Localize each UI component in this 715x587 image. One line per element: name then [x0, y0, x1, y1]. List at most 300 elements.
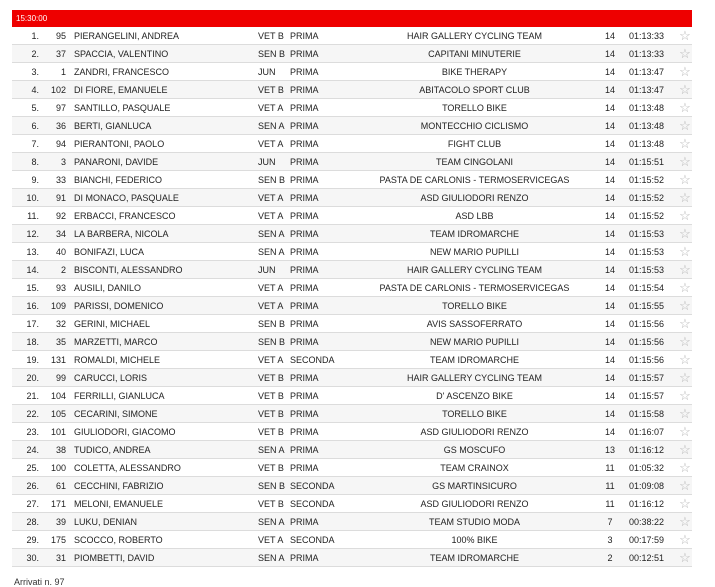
bib-number: 175 — [50, 535, 66, 545]
rider-name: ERBACCI, FRANCESCO — [74, 211, 176, 221]
bib-number: 105 — [50, 409, 66, 419]
table-row — [12, 441, 692, 459]
class: PRIMA — [290, 67, 319, 77]
rider-name: CARUCCI, LORIS — [74, 373, 148, 383]
favorite-star-icon[interactable]: ☆ — [679, 334, 691, 349]
favorite-star-icon[interactable]: ☆ — [679, 460, 691, 475]
class: PRIMA — [290, 553, 319, 563]
finish-time: 01:13:47 — [629, 67, 665, 77]
category: JUN — [258, 157, 276, 167]
category: VET A — [258, 103, 284, 113]
laps: 11 — [605, 463, 615, 473]
results-panel — [12, 10, 692, 567]
bib-number: 91 — [55, 193, 66, 203]
table-row — [12, 189, 692, 207]
table-row — [12, 405, 692, 423]
finish-time: 01:16:12 — [629, 445, 665, 455]
laps: 14 — [604, 139, 615, 149]
bib-number: 36 — [55, 121, 66, 131]
position: 5. — [31, 103, 39, 113]
class: PRIMA — [290, 319, 319, 329]
class: PRIMA — [290, 175, 319, 185]
position: 19. — [26, 355, 39, 365]
laps: 14 — [604, 229, 615, 239]
table-row — [12, 369, 692, 387]
team-name: FIGHT CLUB — [447, 139, 502, 149]
laps: 11 — [605, 499, 615, 509]
laps: 14 — [604, 355, 615, 365]
table-row — [12, 279, 692, 297]
table-row — [12, 333, 692, 351]
class: PRIMA — [290, 193, 319, 203]
bib-number: 95 — [55, 31, 66, 41]
team-name: MONTECCHIO CICLISMO — [420, 121, 529, 131]
favorite-star-icon[interactable]: ☆ — [679, 226, 691, 241]
category: VET A — [258, 211, 284, 221]
rider-name: PIOMBETTI, DAVID — [74, 553, 155, 563]
position: 16. — [26, 301, 39, 311]
favorite-star-icon[interactable]: ☆ — [679, 442, 691, 457]
finish-time: 01:16:12 — [629, 499, 665, 509]
position: 29. — [26, 535, 39, 545]
finish-time: 01:13:47 — [629, 85, 665, 95]
bib-number: 31 — [55, 553, 66, 563]
class: PRIMA — [290, 139, 319, 149]
rider-name: GERINI, MICHAEL — [74, 319, 151, 329]
laps: 2 — [607, 553, 613, 563]
favorite-star-icon[interactable]: ☆ — [679, 316, 691, 331]
class: PRIMA — [290, 103, 319, 113]
team-name: TEAM IDROMARCHE — [429, 229, 519, 239]
finish-time: 01:15:55 — [629, 301, 665, 311]
table-row — [12, 459, 692, 477]
class: PRIMA — [290, 85, 319, 95]
team-name: NEW MARIO PUPILLI — [429, 247, 519, 257]
class: PRIMA — [290, 283, 319, 293]
category: JUN — [258, 265, 276, 275]
favorite-star-icon[interactable]: ☆ — [679, 496, 691, 511]
bib-number: 40 — [55, 247, 66, 257]
table-row — [12, 297, 692, 315]
bib-number: 38 — [55, 445, 66, 455]
rider-name: SCOCCO, ROBERTO — [74, 535, 163, 545]
favorite-star-icon[interactable]: ☆ — [679, 352, 691, 367]
class: SECONDA — [290, 499, 335, 509]
finish-time: 01:13:48 — [629, 103, 665, 113]
team-name: ASD GIULIODORI RENZO — [420, 499, 529, 509]
favorite-star-icon[interactable]: ☆ — [679, 244, 691, 259]
finish-time: 01:13:48 — [629, 139, 665, 149]
bib-number: 99 — [55, 373, 66, 383]
favorite-star-icon[interactable]: ☆ — [679, 280, 691, 295]
rider-name: CECCHINI, FABRIZIO — [74, 481, 164, 491]
class: PRIMA — [290, 31, 319, 41]
table-row — [12, 351, 692, 369]
position: 6. — [31, 121, 39, 131]
position: 20. — [26, 373, 39, 383]
team-name: ASD GIULIODORI RENZO — [420, 193, 529, 203]
class: PRIMA — [290, 391, 319, 401]
laps: 14 — [604, 175, 615, 185]
class: SECONDA — [290, 535, 335, 545]
finish-time: 01:15:56 — [629, 337, 665, 347]
class: PRIMA — [290, 517, 319, 527]
team-name: ABITACOLO SPORT CLUB — [419, 85, 530, 95]
laps: 14 — [604, 427, 615, 437]
favorite-star-icon[interactable]: ☆ — [679, 154, 691, 169]
bib-number: 100 — [50, 463, 66, 473]
team-name: TEAM IDROMARCHE — [429, 553, 519, 563]
rider-name: COLETTA, ALESSANDRO — [74, 463, 181, 473]
finish-time: 01:15:53 — [629, 265, 665, 275]
table-row — [12, 225, 692, 243]
class: PRIMA — [290, 49, 319, 59]
position: 2. — [31, 49, 39, 59]
position: 15. — [26, 283, 39, 293]
bib-number: 32 — [55, 319, 66, 329]
team-name: TEAM IDROMARCHE — [429, 355, 519, 365]
rider-name: BERTI, GIANLUCA — [74, 121, 152, 131]
bib-number: 39 — [55, 517, 66, 527]
class: PRIMA — [290, 301, 319, 311]
table-row — [12, 135, 692, 153]
category: SEN B — [258, 337, 286, 347]
table-row — [12, 45, 692, 63]
laps: 14 — [604, 157, 615, 167]
rider-name: BISCONTI, ALESSANDRO — [74, 265, 183, 275]
position: 28. — [26, 517, 39, 527]
class: SECONDA — [290, 355, 335, 365]
team-name: D' ASCENZO BIKE — [436, 391, 513, 401]
rider-name: PARISSI, DOMENICO — [74, 301, 164, 311]
laps: 14 — [604, 409, 615, 419]
rider-name: ZANDRI, FRANCESCO — [74, 67, 170, 77]
position: 11. — [27, 211, 39, 221]
table-row — [12, 513, 692, 531]
finish-time: 01:15:56 — [629, 319, 665, 329]
position: 17. — [26, 319, 39, 329]
favorite-star-icon[interactable]: ☆ — [679, 28, 691, 43]
class: PRIMA — [290, 337, 319, 347]
table-row — [12, 117, 692, 135]
laps: 14 — [604, 337, 615, 347]
position: 18. — [26, 337, 39, 347]
position: 8. — [31, 157, 39, 167]
favorite-star-icon[interactable]: ☆ — [679, 298, 691, 313]
class: PRIMA — [290, 409, 319, 419]
position: 23. — [26, 427, 39, 437]
team-name: ASD LBB — [455, 211, 494, 221]
rider-name: FERRILLI, GIANLUCA — [74, 391, 165, 401]
finish-time: 01:15:57 — [629, 391, 665, 401]
position: 27. — [26, 499, 39, 509]
category: VET A — [258, 301, 284, 311]
table-row — [12, 81, 692, 99]
favorite-star-icon[interactable]: ☆ — [679, 262, 691, 277]
finish-time: 00:38:22 — [629, 517, 665, 527]
finish-time: 01:13:48 — [629, 121, 665, 131]
category: VET B — [258, 463, 284, 473]
category: SEN B — [258, 49, 286, 59]
laps: 14 — [604, 31, 615, 41]
laps: 14 — [604, 211, 615, 221]
position: 22. — [26, 409, 39, 419]
category: VET A — [258, 193, 284, 203]
finish-time: 01:15:53 — [629, 229, 665, 239]
bib-number: 97 — [55, 103, 66, 113]
favorite-star-icon[interactable]: ☆ — [679, 118, 691, 133]
rider-name: BONIFAZI, LUCA — [74, 247, 145, 257]
finish-time: 01:15:52 — [629, 175, 665, 185]
favorite-star-icon[interactable]: ☆ — [679, 136, 691, 151]
rider-name: PIERANTONI, PAOLO — [74, 139, 165, 149]
laps: 14 — [604, 193, 615, 203]
table-row — [12, 495, 692, 513]
category: SEN A — [258, 445, 285, 455]
favorite-star-icon[interactable]: ☆ — [679, 478, 691, 493]
team-name: TEAM CRAINOX — [440, 463, 509, 473]
position: 10. — [26, 193, 39, 203]
finish-time: 01:15:58 — [629, 409, 665, 419]
team-name: CAPITANI MINUTERIE — [428, 49, 521, 59]
team-name: TORELLO BIKE — [442, 409, 507, 419]
category: VET B — [258, 85, 284, 95]
table-row — [12, 243, 692, 261]
bib-number: 2 — [60, 265, 66, 275]
team-name: 100% BIKE — [451, 535, 498, 545]
class: PRIMA — [290, 373, 319, 383]
category: VET B — [258, 391, 284, 401]
team-name: PASTA DE CARLONIS - TERMOSERVICEGAS — [379, 283, 570, 293]
laps: 14 — [604, 373, 615, 383]
table-row — [12, 387, 692, 405]
bib-number: 131 — [50, 355, 66, 365]
category: VET B — [258, 499, 284, 509]
bib-number: 37 — [55, 49, 66, 59]
table-row — [12, 477, 692, 495]
bib-number: 102 — [50, 85, 66, 95]
table-row — [12, 531, 692, 549]
rider-name: PANARONI, DAVIDE — [74, 157, 159, 167]
finish-time: 01:05:32 — [629, 463, 665, 473]
position: 7. — [31, 139, 39, 149]
rider-name: CECARINI, SIMONE — [74, 409, 158, 419]
rider-name: GIULIODORI, GIACOMO — [74, 427, 176, 437]
team-name: GS MARTINSICURO — [432, 481, 517, 491]
laps: 14 — [604, 49, 615, 59]
rider-name: AUSILI, DANILO — [74, 283, 142, 293]
table-row — [12, 153, 692, 171]
position: 1. — [31, 31, 39, 41]
favorite-star-icon[interactable]: ☆ — [679, 388, 691, 403]
category: VET B — [258, 427, 284, 437]
finish-time: 01:15:56 — [629, 355, 665, 365]
position: 25. — [26, 463, 39, 473]
table-row — [12, 315, 692, 333]
bib-number: 3 — [60, 157, 66, 167]
finish-time: 01:13:33 — [629, 31, 665, 41]
table-row — [12, 423, 692, 441]
favorite-star-icon[interactable]: ☆ — [679, 424, 691, 439]
category: SEN B — [258, 175, 286, 185]
finish-time: 01:15:54 — [629, 283, 665, 293]
team-name: NEW MARIO PUPILLI — [429, 337, 519, 347]
favorite-star-icon[interactable]: ☆ — [679, 370, 691, 385]
category: VET A — [258, 283, 284, 293]
position: 26. — [26, 481, 39, 491]
rider-name: MARZETTI, MARCO — [74, 337, 158, 347]
bib-number: 171 — [50, 499, 66, 509]
favorite-star-icon[interactable]: ☆ — [679, 532, 691, 547]
rider-name: TUDICO, ANDREA — [74, 445, 151, 455]
start-time-header — [12, 10, 692, 27]
class: PRIMA — [290, 265, 319, 275]
team-name: HAIR GALLERY CYCLING TEAM — [406, 373, 543, 383]
team-name: HAIR GALLERY CYCLING TEAM — [406, 265, 543, 275]
bib-number: 92 — [55, 211, 66, 221]
category: SEN A — [258, 517, 285, 527]
favorite-star-icon[interactable]: ☆ — [679, 172, 691, 187]
class: PRIMA — [290, 445, 319, 455]
bib-number: 35 — [55, 337, 66, 347]
position: 30. — [26, 553, 39, 563]
finish-time: 01:15:52 — [629, 193, 665, 203]
laps: 13 — [604, 445, 615, 455]
position: 9. — [31, 175, 39, 185]
team-name: GS MOSCUFO — [443, 445, 506, 455]
team-name: TORELLO BIKE — [442, 103, 507, 113]
rider-name: SANTILLO, PASQUALE — [74, 103, 171, 113]
bib-number: 104 — [50, 391, 66, 401]
finish-time: 01:13:33 — [629, 49, 665, 59]
laps: 14 — [604, 283, 615, 293]
arrivals-count: Arrivati n. 97 — [14, 577, 65, 587]
team-name: AVIS SASSOFERRATO — [426, 319, 523, 329]
class: PRIMA — [290, 157, 319, 167]
start-time-label: 15:30:00 — [16, 14, 48, 23]
team-name: TEAM CINGOLANI — [435, 157, 513, 167]
category: VET A — [258, 139, 284, 149]
rider-name: DI FIORE, EMANUELE — [74, 85, 168, 95]
laps: 11 — [605, 481, 615, 491]
favorite-star-icon[interactable]: ☆ — [679, 100, 691, 115]
category: SEN B — [258, 481, 286, 491]
favorite-star-icon[interactable]: ☆ — [679, 82, 691, 97]
category: SEN A — [258, 121, 285, 131]
favorite-star-icon[interactable]: ☆ — [679, 190, 691, 205]
class: SECONDA — [290, 481, 335, 491]
rider-name: ROMALDI, MICHELE — [74, 355, 161, 365]
team-name: PASTA DE CARLONIS - TERMOSERVICEGAS — [379, 175, 570, 185]
position: 21. — [26, 391, 39, 401]
category: VET B — [258, 31, 284, 41]
class: PRIMA — [290, 247, 319, 257]
favorite-star-icon[interactable]: ☆ — [679, 514, 691, 529]
position: 14. — [26, 265, 39, 275]
laps: 14 — [604, 67, 615, 77]
laps: 14 — [604, 319, 615, 329]
bib-number: 33 — [55, 175, 66, 185]
team-name: BIKE THERAPY — [441, 67, 508, 77]
favorite-star-icon[interactable]: ☆ — [679, 550, 691, 565]
rider-name: PIERANGELINI, ANDREA — [74, 31, 180, 41]
position: 13. — [26, 247, 39, 257]
laps: 14 — [604, 103, 615, 113]
category: SEN A — [258, 229, 285, 239]
team-name: TEAM STUDIO MODA — [428, 517, 520, 527]
table-row — [12, 207, 692, 225]
finish-time: 01:15:51 — [629, 157, 665, 167]
finish-time: 01:15:57 — [629, 373, 665, 383]
table-row — [12, 63, 692, 81]
favorite-star-icon[interactable]: ☆ — [679, 64, 691, 79]
category: SEN A — [258, 247, 285, 257]
favorite-star-icon[interactable]: ☆ — [679, 406, 691, 421]
class: PRIMA — [290, 211, 319, 221]
bib-number: 61 — [55, 481, 66, 491]
bib-number: 1 — [60, 67, 66, 77]
table-row — [12, 549, 692, 567]
finish-time: 01:09:08 — [629, 481, 665, 491]
table-row — [12, 261, 692, 279]
team-name: ASD GIULIODORI RENZO — [420, 427, 529, 437]
class: PRIMA — [290, 427, 319, 437]
category: VET B — [258, 409, 284, 419]
team-name: HAIR GALLERY CYCLING TEAM — [406, 31, 543, 41]
class: PRIMA — [290, 121, 319, 131]
rider-name: MELONI, EMANUELE — [74, 499, 164, 509]
table-row — [12, 99, 692, 117]
bib-number: 101 — [50, 427, 66, 437]
laps: 14 — [604, 247, 615, 257]
rider-name: DI MONACO, PASQUALE — [74, 193, 179, 203]
laps: 7 — [607, 517, 613, 527]
laps: 3 — [607, 535, 613, 545]
laps: 14 — [604, 265, 615, 275]
category: VET A — [258, 355, 284, 365]
rider-name: LA BARBERA, NICOLA — [74, 229, 169, 239]
bib-number: 93 — [55, 283, 66, 293]
category: VET B — [258, 373, 284, 383]
team-name: TORELLO BIKE — [442, 301, 507, 311]
finish-time: 00:17:59 — [629, 535, 665, 545]
laps: 14 — [604, 85, 615, 95]
results-table — [12, 27, 692, 567]
finish-time: 01:15:53 — [629, 247, 665, 257]
table-row — [12, 27, 692, 45]
laps: 14 — [604, 121, 615, 131]
finish-time: 00:12:51 — [629, 553, 665, 563]
category: VET A — [258, 535, 284, 545]
category: SEN A — [258, 553, 285, 563]
finish-time: 01:16:07 — [629, 427, 665, 437]
bib-number: 109 — [50, 301, 66, 311]
rider-name: SPACCIA, VALENTINO — [74, 49, 169, 59]
bib-number: 34 — [55, 229, 66, 239]
laps: 14 — [604, 391, 615, 401]
position: 3. — [31, 67, 39, 77]
favorite-star-icon[interactable]: ☆ — [679, 208, 691, 223]
class: PRIMA — [290, 463, 319, 473]
finish-time: 01:15:52 — [629, 211, 665, 221]
position: 4. — [31, 85, 39, 95]
rider-name: LUKU, DENIAN — [74, 517, 138, 527]
laps: 14 — [604, 301, 615, 311]
favorite-star-icon[interactable]: ☆ — [679, 46, 691, 61]
position: 24. — [26, 445, 39, 455]
category: SEN B — [258, 319, 286, 329]
class: PRIMA — [290, 229, 319, 239]
